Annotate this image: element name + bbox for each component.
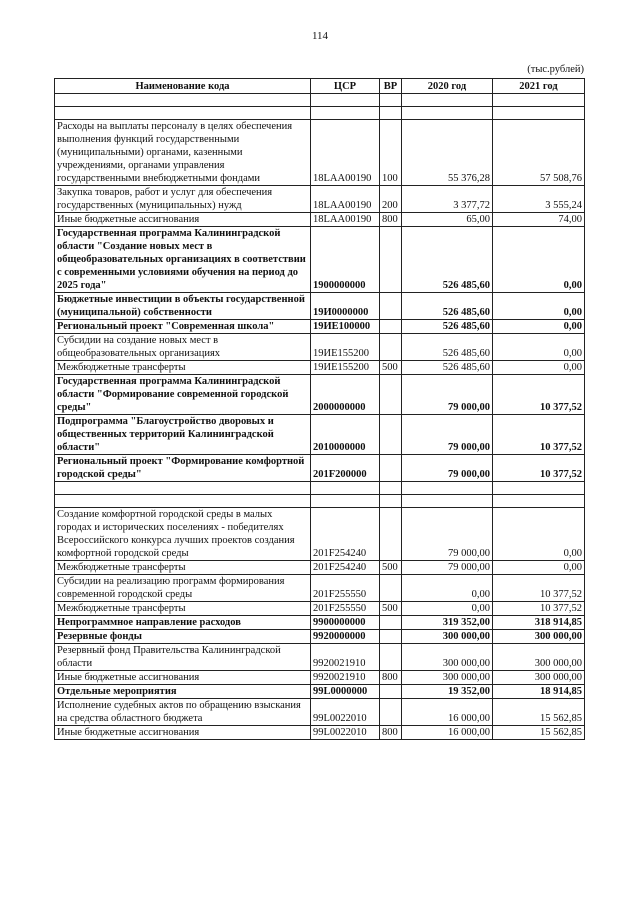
cell-csr: 9920021910 bbox=[311, 644, 380, 671]
cell-y2021: 300 000,00 bbox=[493, 630, 585, 644]
budget-table bbox=[54, 78, 585, 740]
cell-vr: 200 bbox=[380, 186, 402, 213]
cell-csr: 18LAA00190 bbox=[311, 186, 380, 213]
header-2020: 2020 год bbox=[402, 79, 493, 94]
cell-name: Отдельные мероприятия bbox=[55, 685, 311, 699]
cell-y2020: 79 000,00 bbox=[402, 375, 493, 415]
cell-name: Межбюджетные трансферты bbox=[55, 361, 311, 375]
cell-y2020: 3 377,72 bbox=[402, 186, 493, 213]
cell-y2020: 526 485,60 bbox=[402, 361, 493, 375]
cell-y2020: 526 485,60 bbox=[402, 334, 493, 361]
cell-csr: 18LAA00190 bbox=[311, 120, 380, 186]
cell-y2021: 0,00 bbox=[493, 361, 585, 375]
table-header-row bbox=[55, 79, 585, 94]
cell-csr: 9900000000 bbox=[311, 616, 380, 630]
cell-y2021: 0,00 bbox=[493, 334, 585, 361]
cell-csr: 19И0000000 bbox=[311, 293, 380, 320]
cell-name: Расходы на выплаты персоналу в целях обеспечения выполнения функций государственными (муниципальными) органами, казенными учреждениями, органами управления государственными внебюджетными фондами bbox=[55, 120, 311, 186]
cell-csr: 99L0022010 bbox=[311, 699, 380, 726]
table-row bbox=[55, 375, 585, 415]
cell-csr: 1900000000 bbox=[311, 227, 380, 293]
spacer-cell bbox=[380, 107, 402, 120]
spacer-cell bbox=[55, 94, 311, 107]
table-row bbox=[55, 213, 585, 227]
spacer-cell bbox=[311, 94, 380, 107]
cell-vr bbox=[380, 293, 402, 320]
cell-name: Межбюджетные трансферты bbox=[55, 602, 311, 616]
cell-y2020: 526 485,60 bbox=[402, 293, 493, 320]
cell-csr: 201F254240 bbox=[311, 508, 380, 561]
spacer-cell bbox=[55, 482, 311, 495]
table-row bbox=[55, 602, 585, 616]
table-row bbox=[55, 561, 585, 575]
cell-csr: 201F200000 bbox=[311, 455, 380, 482]
cell-y2020: 79 000,00 bbox=[402, 508, 493, 561]
cell-name: Закупка товаров, работ и услуг для обеспечения государственных (муниципальных) нужд bbox=[55, 186, 311, 213]
table-row bbox=[55, 630, 585, 644]
table-row bbox=[55, 699, 585, 726]
table-row bbox=[55, 186, 585, 213]
cell-y2021: 15 562,85 bbox=[493, 699, 585, 726]
spacer-row bbox=[55, 107, 585, 120]
spacer-cell bbox=[311, 495, 380, 508]
cell-vr bbox=[380, 334, 402, 361]
cell-y2020: 526 485,60 bbox=[402, 320, 493, 334]
cell-y2021: 18 914,85 bbox=[493, 685, 585, 699]
table-row bbox=[55, 227, 585, 293]
cell-name: Региональный проект "Современная школа" bbox=[55, 320, 311, 334]
spacer-cell bbox=[402, 94, 493, 107]
cell-name: Создание комфортной городской среды в малых городах и исторических поселениях - победителях Всероссийского конкурса лучших проектов создания комфортной городской среды bbox=[55, 508, 311, 561]
cell-csr: 2000000000 bbox=[311, 375, 380, 415]
cell-vr: 800 bbox=[380, 213, 402, 227]
cell-name: Иные бюджетные ассигнования bbox=[55, 726, 311, 740]
cell-y2021: 0,00 bbox=[493, 508, 585, 561]
cell-y2020: 16 000,00 bbox=[402, 699, 493, 726]
cell-y2020: 65,00 bbox=[402, 213, 493, 227]
cell-vr: 500 bbox=[380, 561, 402, 575]
cell-name: Государственная программа Калининградской области "Формирование современной городской среды" bbox=[55, 375, 311, 415]
table-row bbox=[55, 293, 585, 320]
spacer-cell bbox=[311, 482, 380, 495]
spacer-cell bbox=[493, 94, 585, 107]
cell-vr bbox=[380, 630, 402, 644]
cell-vr: 500 bbox=[380, 602, 402, 616]
cell-vr bbox=[380, 320, 402, 334]
spacer-cell bbox=[380, 94, 402, 107]
page-number: 114 bbox=[311, 30, 329, 42]
cell-y2020: 79 000,00 bbox=[402, 561, 493, 575]
cell-vr bbox=[380, 508, 402, 561]
table-row bbox=[55, 120, 585, 186]
cell-y2021: 0,00 bbox=[493, 293, 585, 320]
cell-vr: 100 bbox=[380, 120, 402, 186]
cell-vr: 500 bbox=[380, 361, 402, 375]
cell-y2021: 15 562,85 bbox=[493, 726, 585, 740]
cell-y2021: 300 000,00 bbox=[493, 671, 585, 685]
spacer-row bbox=[55, 482, 585, 495]
cell-vr bbox=[380, 375, 402, 415]
spacer-cell bbox=[402, 107, 493, 120]
spacer-cell bbox=[402, 482, 493, 495]
cell-vr bbox=[380, 699, 402, 726]
cell-y2020: 0,00 bbox=[402, 575, 493, 602]
cell-vr: 800 bbox=[380, 726, 402, 740]
table-row bbox=[55, 508, 585, 561]
cell-csr: 201F255550 bbox=[311, 575, 380, 602]
spacer-cell bbox=[380, 495, 402, 508]
cell-y2020: 0,00 bbox=[402, 602, 493, 616]
cell-csr: 99L0000000 bbox=[311, 685, 380, 699]
spacer-cell bbox=[55, 107, 311, 120]
table-row bbox=[55, 644, 585, 671]
cell-y2021: 57 508,76 bbox=[493, 120, 585, 186]
cell-csr: 2010000000 bbox=[311, 415, 380, 455]
spacer-row bbox=[55, 495, 585, 508]
cell-vr bbox=[380, 644, 402, 671]
spacer-row bbox=[55, 94, 585, 107]
cell-y2021: 10 377,52 bbox=[493, 415, 585, 455]
cell-y2021: 300 000,00 bbox=[493, 644, 585, 671]
cell-y2020: 16 000,00 bbox=[402, 726, 493, 740]
cell-y2021: 74,00 bbox=[493, 213, 585, 227]
spacer-cell bbox=[311, 107, 380, 120]
cell-y2021: 10 377,52 bbox=[493, 602, 585, 616]
header-name: Наименование кода bbox=[55, 79, 311, 94]
cell-vr bbox=[380, 685, 402, 699]
cell-vr bbox=[380, 455, 402, 482]
table-row bbox=[55, 334, 585, 361]
cell-vr bbox=[380, 227, 402, 293]
cell-vr bbox=[380, 415, 402, 455]
header-csr: ЦСР bbox=[311, 79, 380, 94]
cell-name: Субсидии на реализацию программ формирования современной городской среды bbox=[55, 575, 311, 602]
header-vr: ВР bbox=[380, 79, 402, 94]
cell-y2020: 300 000,00 bbox=[402, 671, 493, 685]
cell-y2021: 10 377,52 bbox=[493, 575, 585, 602]
cell-name: Иные бюджетные ассигнования bbox=[55, 213, 311, 227]
table-row bbox=[55, 685, 585, 699]
cell-y2020: 300 000,00 bbox=[402, 630, 493, 644]
cell-name: Резервный фонд Правительства Калининградской области bbox=[55, 644, 311, 671]
table-body bbox=[55, 94, 585, 740]
table-row bbox=[55, 575, 585, 602]
units-label: (тыс.рублей) bbox=[527, 64, 584, 75]
table-row bbox=[55, 616, 585, 630]
cell-name: Исполнение судебных актов по обращению взыскания на средства областного бюджета bbox=[55, 699, 311, 726]
cell-y2021: 0,00 bbox=[493, 227, 585, 293]
cell-name: Резервные фонды bbox=[55, 630, 311, 644]
cell-y2020: 319 352,00 bbox=[402, 616, 493, 630]
table-row bbox=[55, 361, 585, 375]
cell-name: Подпрограмма "Благоустройство дворовых и общественных территорий Калининградской области" bbox=[55, 415, 311, 455]
cell-y2021: 10 377,52 bbox=[493, 455, 585, 482]
cell-vr bbox=[380, 616, 402, 630]
cell-csr: 19ИЕ100000 bbox=[311, 320, 380, 334]
cell-y2021: 0,00 bbox=[493, 561, 585, 575]
cell-vr bbox=[380, 575, 402, 602]
cell-name: Субсидии на создание новых мест в общеобразовательных организациях bbox=[55, 334, 311, 361]
cell-name: Иные бюджетные ассигнования bbox=[55, 671, 311, 685]
cell-csr: 201F254240 bbox=[311, 561, 380, 575]
cell-y2020: 19 352,00 bbox=[402, 685, 493, 699]
header-2021: 2021 год bbox=[493, 79, 585, 94]
cell-name: Межбюджетные трансферты bbox=[55, 561, 311, 575]
cell-csr: 18LAA00190 bbox=[311, 213, 380, 227]
cell-name: Государственная программа Калининградской области "Создание новых мест в общеобразовательных организациях в соответствии с современными условиями обучения на период до 2025 года" bbox=[55, 227, 311, 293]
cell-y2020: 526 485,60 bbox=[402, 227, 493, 293]
table-row bbox=[55, 320, 585, 334]
spacer-cell bbox=[380, 482, 402, 495]
cell-y2021: 0,00 bbox=[493, 320, 585, 334]
table-row bbox=[55, 671, 585, 685]
cell-csr: 9920021910 bbox=[311, 671, 380, 685]
cell-name: Непрограммное направление расходов bbox=[55, 616, 311, 630]
cell-y2021: 10 377,52 bbox=[493, 375, 585, 415]
cell-y2020: 79 000,00 bbox=[402, 455, 493, 482]
cell-name: Региональный проект "Формирование комфортной городской среды" bbox=[55, 455, 311, 482]
spacer-cell bbox=[493, 482, 585, 495]
cell-y2020: 300 000,00 bbox=[402, 644, 493, 671]
spacer-cell bbox=[493, 107, 585, 120]
spacer-cell bbox=[402, 495, 493, 508]
cell-csr: 19ИЕ155200 bbox=[311, 334, 380, 361]
cell-csr: 9920000000 bbox=[311, 630, 380, 644]
cell-y2021: 3 555,24 bbox=[493, 186, 585, 213]
table-row bbox=[55, 415, 585, 455]
table-row bbox=[55, 726, 585, 740]
table-row bbox=[55, 455, 585, 482]
cell-csr: 19ИЕ155200 bbox=[311, 361, 380, 375]
spacer-cell bbox=[493, 495, 585, 508]
cell-y2021: 318 914,85 bbox=[493, 616, 585, 630]
cell-name: Бюджетные инвестиции в объекты государственной (муниципальной) собственности bbox=[55, 293, 311, 320]
cell-csr: 201F255550 bbox=[311, 602, 380, 616]
spacer-cell bbox=[55, 495, 311, 508]
cell-y2020: 55 376,28 bbox=[402, 120, 493, 186]
cell-vr: 800 bbox=[380, 671, 402, 685]
cell-y2020: 79 000,00 bbox=[402, 415, 493, 455]
cell-csr: 99L0022010 bbox=[311, 726, 380, 740]
